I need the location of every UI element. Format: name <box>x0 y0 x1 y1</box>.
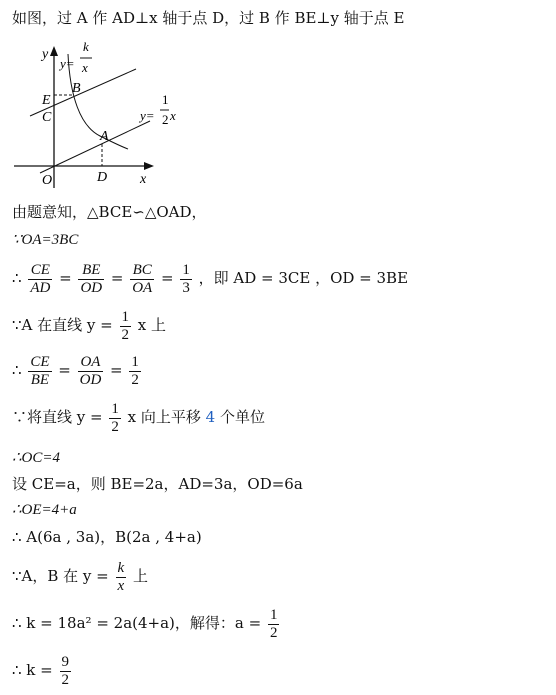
frac-ce-be: $\frac{CE}{BE}$ <box>30 353 50 388</box>
step-7: ∴OC=4 <box>12 450 61 466</box>
step-8: 设 CE=a，则 BE=2a，AD=3a，OD=6a <box>12 475 303 493</box>
step-6: ∵将直线 y = $\frac{1}{2}$ x 向上平移 4 个单位 <box>12 400 266 435</box>
frac-1-3: $\frac{1}{3}$ <box>182 261 190 296</box>
label-E: E <box>42 93 51 108</box>
step-4: ∵A 在直线 y = $\frac{1}{2}$ x 上 <box>12 308 167 343</box>
label-A: A <box>100 129 109 144</box>
frac-1-2-c: $\frac{1}{2}$ <box>111 400 119 435</box>
step-5: ∴ $\frac{CE}{BE}$ = $\frac{OA}{OD}$ = $\frac{1}{2}$ <box>12 353 139 388</box>
step-11: ∵A，B 在 y = $\frac{k}{x}$ 上 <box>12 559 148 594</box>
frac-be-od: $\frac{BE}{OD}$ <box>80 261 103 296</box>
label-B: B <box>72 81 81 96</box>
frac-1-2-a: $\frac{1}{2}$ <box>121 308 130 343</box>
step-2: ∵OA=3BC <box>12 232 79 248</box>
frac-ce-ad: $\frac{CE}{AD}$ <box>30 261 51 296</box>
step-9: ∴OE=4+a <box>12 502 77 518</box>
label-C: C <box>42 110 52 125</box>
line-y-half-x <box>40 121 150 173</box>
header-text: 如图，过 A 作 AD⊥x 轴于点 D，过 B 作 BE⊥y 轴于点 E <box>12 9 405 27</box>
line-eq-x: x <box>170 108 176 123</box>
label-y: y <box>42 47 49 62</box>
step-3: ∴ $\frac{CE}{AD}$ = $\frac{BE}{OD}$ = $\frac{BC}{OA}$ = $\frac{1}{3}$ ，即 AD = 3CE ，OD = 3BE <box>12 261 409 296</box>
frac-oa-od: $\frac{OA}{OD}$ <box>79 353 102 388</box>
y-axis-arrow <box>50 46 58 56</box>
x-axis-arrow <box>144 162 154 170</box>
curve-eq-y: y= <box>60 56 75 71</box>
step-1: 由题意知，△BCE∽△OAD， <box>12 203 207 221</box>
frac-9-2: $\frac{9}{2}$ <box>61 653 70 688</box>
label-O: O <box>42 173 53 188</box>
hyperbola-curve <box>68 54 128 149</box>
line-eq-den: 2 <box>162 112 169 127</box>
shift-amount: 4 <box>205 408 216 426</box>
frac-k-x: $\frac{k}{x}$ <box>117 559 125 594</box>
coordinate-figure <box>10 36 176 196</box>
curve-eq-k: k <box>83 39 89 54</box>
frac-1-2-b: $\frac{1}{2}$ <box>131 353 139 388</box>
step-13: ∴ k = $\frac{9}{2}$ <box>12 653 70 688</box>
label-x: x <box>140 172 147 187</box>
frac-bc-oa: $\frac{BC}{OA}$ <box>132 261 153 296</box>
line-eq-num: 1 <box>162 92 169 107</box>
line-eq-y: y= <box>140 108 155 123</box>
step-12: ∴ k = 18a² = 2a(4+a)，解得：a = $\frac{1}{2}$ <box>12 606 278 641</box>
frac-1-2-d: $\frac{1}{2}$ <box>269 606 278 641</box>
curve-eq-x: x <box>82 60 88 75</box>
label-D: D <box>97 170 108 185</box>
step-10: ∴ A(6a , 3a)，B(2a , 4+a) <box>12 528 202 546</box>
